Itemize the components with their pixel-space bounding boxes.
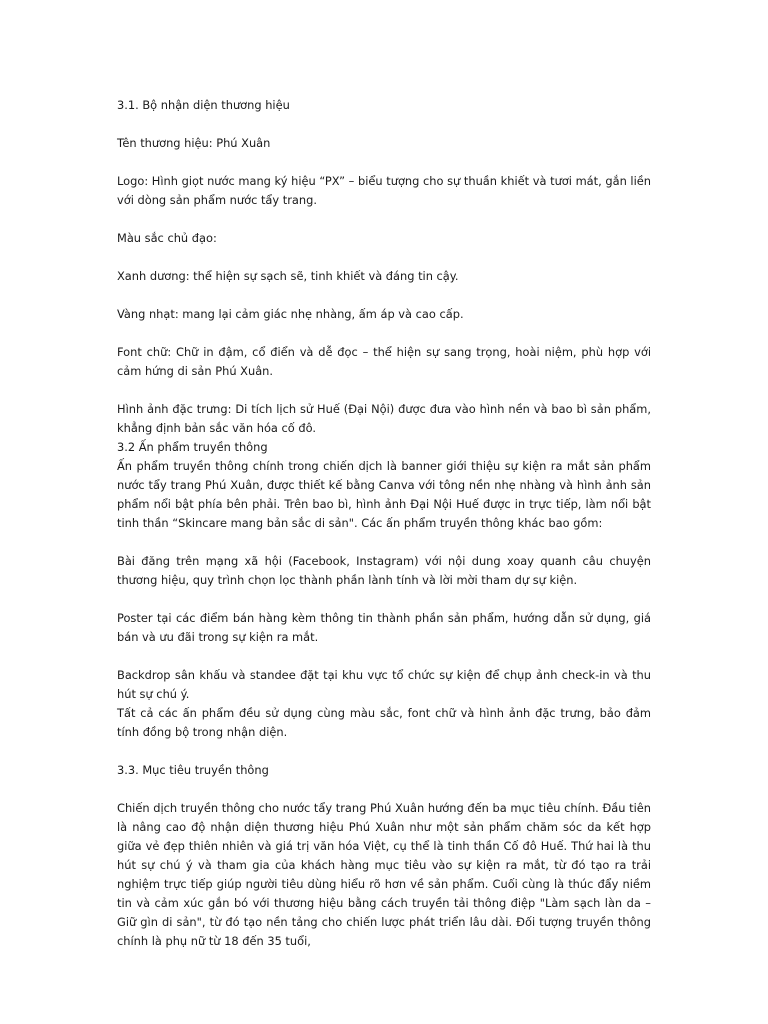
colors-heading: Màu sắc chủ đạo:: [117, 231, 217, 245]
consistency-paragraph: Tất cả các ấn phẩm đều sử dụng cùng màu sắc, font chữ và hình ảnh đặc trưng, bảo đảm tính đồng bộ trong nhận diện.: [117, 706, 651, 739]
signature-image-paragraph: Hình ảnh đặc trưng: Di tích lịch sử Huế (Đại Nội) được đưa vào hình nền và bao bì sản phẩm, khẳng định bản sắc văn hóa cố đô.: [117, 402, 651, 435]
section-heading-3-2: 3.2 Ấn phẩm truyền thông: [117, 440, 268, 454]
section-heading-3-1: 3.1. Bộ nhận diện thương hiệu: [117, 98, 290, 112]
social-post-paragraph: Bài đăng trên mạng xã hội (Facebook, Instagram) với nội dung xoay quanh câu chuyện thương hiệu, quy trình chọn lọc thành phần lành tính và lời mời tham dự sự kiện.: [117, 554, 651, 587]
font-paragraph: Font chữ: Chữ in đậm, cổ điển và dễ đọc – thể hiện sự sang trọng, hoài niệm, phù hợp với cảm hứng di sản Phú Xuân.: [117, 345, 651, 378]
color-yellow-paragraph: Vàng nhạt: mang lại cảm giác nhẹ nhàng, ấm áp và cao cấp.: [117, 307, 464, 321]
objectives-paragraph: Chiến dịch truyền thông cho nước tẩy trang Phú Xuân hướng đến ba mục tiêu chính. Đầu tiên là nâng cao độ nhận diện thương hiệu Phú Xuân như một sản phẩm chăm sóc da kết hợp giữa vẻ đẹp thiên nhiên và giá trị văn hóa Việt, cụ thể là tinh thần Cố đô Huế. Thứ hai là thu hút sự chú ý và tham gia của khách hàng mục tiêu vào sự kiện ra mắt, từ đó tạo ra trải nghiệm trực tiếp giúp người tiêu dùng hiểu rõ hơn về sản phẩm. Cuối cùng là thúc đẩy niềm tin và cảm xúc gắn bó với thương hiệu bằng cách truyền tải thông điệp "Làm sạch làn da – Giữ gìn di sản", từ đó tạo nền tảng cho chiến lược phát triển lâu dài. Đối tượng truyền thông chính là phụ nữ từ 18 đến 35 tuổi,: [117, 801, 651, 948]
media-intro-paragraph: Ấn phẩm truyền thông chính trong chiến dịch là banner giới thiệu sự kiện ra mắt sản phẩm nước tẩy trang Phú Xuân, được thiết kế bằng Canva với tông nền nhẹ nhàng và hình ảnh sản phẩm nổi bật phía bên phải. Trên bao bì, hình ảnh Đại Nội Huế được in trực tiếp, làm nổi bật tinh thần “Skincare mang bản sắc di sản". Các ấn phẩm truyền thông khác bao gồm:: [117, 459, 651, 530]
brand-name-paragraph: Tên thương hiệu: Phú Xuân: [117, 136, 271, 150]
section-heading-3-3: 3.3. Mục tiêu truyền thông: [117, 763, 269, 777]
color-blue-paragraph: Xanh dương: thể hiện sự sạch sẽ, tinh khiết và đáng tin cậy.: [117, 269, 459, 283]
backdrop-paragraph: Backdrop sân khấu và standee đặt tại khu vực tổ chức sự kiện để chụp ảnh check-in và thu hút sự chú ý.: [117, 668, 651, 701]
logo-paragraph: Logo: Hình giọt nước mang ký hiệu “PX” – biểu tượng cho sự thuần khiết và tươi mát, gắn liền với dòng sản phẩm nước tẩy trang.: [117, 174, 651, 207]
poster-paragraph: Poster tại các điểm bán hàng kèm thông tin thành phần sản phẩm, hướng dẫn sử dụng, giá bán và ưu đãi trong sự kiện ra mắt.: [117, 611, 651, 644]
